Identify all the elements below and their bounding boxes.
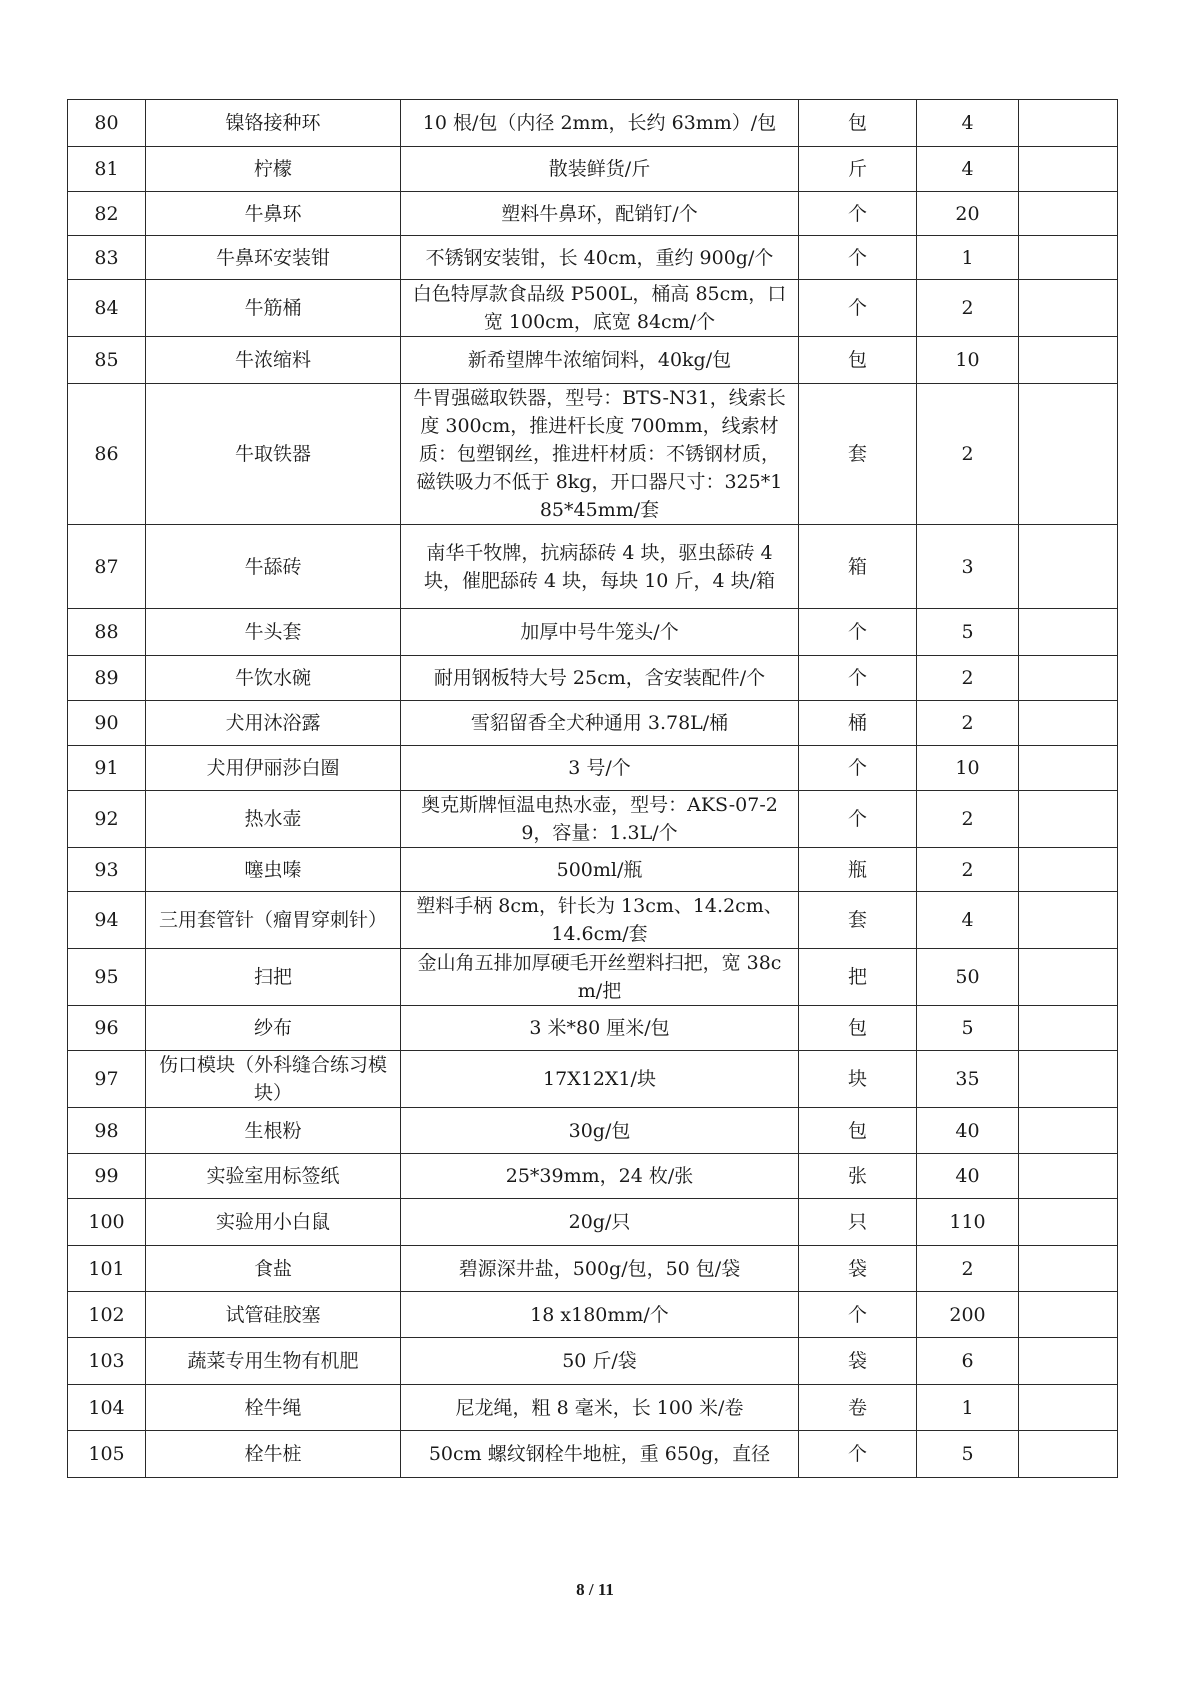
- cell-note: [1019, 1006, 1118, 1051]
- table-row: [68, 384, 1118, 525]
- cell-no: 90: [68, 701, 146, 746]
- cell-spec: 奥克斯牌恒温电热水壶，型号：AKS-07-29，容量：1.3L/个: [401, 791, 799, 848]
- cell-unit: 包: [799, 337, 917, 384]
- cell-note: [1019, 848, 1118, 892]
- cell-note: [1019, 746, 1118, 791]
- cell-spec: 20g/只: [401, 1199, 799, 1246]
- cell-name: 试管硅胶塞: [146, 1292, 401, 1338]
- cell-no: 84: [68, 280, 146, 337]
- cell-no: 103: [68, 1338, 146, 1385]
- cell-unit: 个: [799, 746, 917, 791]
- cell-no: 81: [68, 147, 146, 192]
- table-row: [68, 280, 1118, 337]
- cell-spec: 散装鲜货/斤: [401, 147, 799, 192]
- cell-name: 蔬菜专用生物有机肥: [146, 1338, 401, 1385]
- cell-name: 牛头套: [146, 609, 401, 656]
- cell-spec: 加厚中号牛笼头/个: [401, 609, 799, 656]
- cell-unit: 箱: [799, 525, 917, 609]
- cell-unit: 套: [799, 384, 917, 525]
- cell-name: 扫把: [146, 949, 401, 1006]
- cell-note: [1019, 280, 1118, 337]
- cell-qty: 5: [917, 609, 1019, 656]
- table-row: [68, 746, 1118, 791]
- cell-qty: 10: [917, 746, 1019, 791]
- cell-qty: 50: [917, 949, 1019, 1006]
- cell-no: 82: [68, 192, 146, 236]
- table-row: [68, 1431, 1118, 1478]
- cell-no: 80: [68, 100, 146, 147]
- cell-note: [1019, 1385, 1118, 1431]
- cell-no: 95: [68, 949, 146, 1006]
- cell-name: 噻虫嗪: [146, 848, 401, 892]
- table-row: [68, 192, 1118, 236]
- cell-qty: 4: [917, 892, 1019, 949]
- cell-note: [1019, 236, 1118, 280]
- cell-spec: 尼龙绳，粗 8 毫米，长 100 米/卷: [401, 1385, 799, 1431]
- table-row: [68, 656, 1118, 701]
- cell-note: [1019, 609, 1118, 656]
- table-row: [68, 337, 1118, 384]
- cell-qty: 40: [917, 1154, 1019, 1199]
- cell-spec: 50cm 螺纹钢栓牛地桩，重 650g，直径: [401, 1431, 799, 1478]
- cell-qty: 1: [917, 1385, 1019, 1431]
- cell-qty: 4: [917, 147, 1019, 192]
- cell-unit: 张: [799, 1154, 917, 1199]
- cell-qty: 2: [917, 280, 1019, 337]
- cell-name: 柠檬: [146, 147, 401, 192]
- cell-note: [1019, 192, 1118, 236]
- cell-unit: 个: [799, 1292, 917, 1338]
- table-row: [68, 1385, 1118, 1431]
- table-row: [68, 1338, 1118, 1385]
- table-row: [68, 100, 1118, 147]
- cell-note: [1019, 949, 1118, 1006]
- cell-no: 85: [68, 337, 146, 384]
- cell-no: 86: [68, 384, 146, 525]
- cell-note: [1019, 1051, 1118, 1108]
- cell-no: 102: [68, 1292, 146, 1338]
- cell-note: [1019, 1246, 1118, 1292]
- cell-no: 93: [68, 848, 146, 892]
- cell-unit: 只: [799, 1199, 917, 1246]
- cell-unit: 包: [799, 1108, 917, 1154]
- cell-qty: 3: [917, 525, 1019, 609]
- cell-name: 伤口模块（外科缝合练习模块）: [146, 1051, 401, 1108]
- cell-qty: 6: [917, 1338, 1019, 1385]
- cell-spec: 耐用钢板特大号 25cm，含安装配件/个: [401, 656, 799, 701]
- table-row: [68, 1246, 1118, 1292]
- cell-unit: 个: [799, 656, 917, 701]
- cell-unit: 桶: [799, 701, 917, 746]
- cell-spec: 牛胃强磁取铁器，型号：BTS-N31，线索长度 300cm，推进杆长度 700mm，线索材质：包塑钢丝，推进杆材质：不锈钢材质，磁铁吸力不低于 8kg，开口器尺寸：325*185*45mm/套: [401, 384, 799, 525]
- table-row: [68, 1292, 1118, 1338]
- cell-no: 91: [68, 746, 146, 791]
- cell-unit: 瓶: [799, 848, 917, 892]
- cell-qty: 20: [917, 192, 1019, 236]
- cell-spec: 30g/包: [401, 1108, 799, 1154]
- cell-unit: 包: [799, 1006, 917, 1051]
- cell-qty: 110: [917, 1199, 1019, 1246]
- cell-name: 食盐: [146, 1246, 401, 1292]
- cell-note: [1019, 1292, 1118, 1338]
- cell-name: 热水壶: [146, 791, 401, 848]
- cell-note: [1019, 1338, 1118, 1385]
- cell-no: 100: [68, 1199, 146, 1246]
- table-row: [68, 848, 1118, 892]
- items-table: [67, 99, 1118, 1478]
- cell-qty: 2: [917, 791, 1019, 848]
- cell-unit: 把: [799, 949, 917, 1006]
- cell-unit: 包: [799, 100, 917, 147]
- cell-qty: 5: [917, 1431, 1019, 1478]
- table-row: [68, 1108, 1118, 1154]
- cell-spec: 南华千牧牌，抗病舔砖 4 块，驱虫舔砖 4 块，催肥舔砖 4 块，每块 10 斤，4 块/箱: [401, 525, 799, 609]
- cell-name: 三用套管针（瘤胃穿刺针）: [146, 892, 401, 949]
- cell-no: 88: [68, 609, 146, 656]
- cell-qty: 2: [917, 848, 1019, 892]
- cell-no: 101: [68, 1246, 146, 1292]
- cell-spec: 3 号/个: [401, 746, 799, 791]
- cell-unit: 袋: [799, 1246, 917, 1292]
- cell-spec: 500ml/瓶: [401, 848, 799, 892]
- cell-qty: 2: [917, 1246, 1019, 1292]
- cell-note: [1019, 525, 1118, 609]
- cell-name: 牛鼻环: [146, 192, 401, 236]
- cell-note: [1019, 892, 1118, 949]
- cell-qty: 5: [917, 1006, 1019, 1051]
- cell-unit: 个: [799, 791, 917, 848]
- table-row: [68, 609, 1118, 656]
- cell-name: 实验室用标签纸: [146, 1154, 401, 1199]
- table-row: [68, 147, 1118, 192]
- table-row: [68, 1199, 1118, 1246]
- cell-name: 牛浓缩料: [146, 337, 401, 384]
- cell-spec: 金山角五排加厚硬毛开丝塑料扫把，宽 38cm/把: [401, 949, 799, 1006]
- cell-unit: 块: [799, 1051, 917, 1108]
- cell-unit: 个: [799, 609, 917, 656]
- cell-qty: 40: [917, 1108, 1019, 1154]
- items-table-body: [68, 100, 1118, 1478]
- cell-name: 栓牛桩: [146, 1431, 401, 1478]
- cell-note: [1019, 1199, 1118, 1246]
- page-separator: /: [584, 1580, 598, 1599]
- cell-spec: 雪貂留香全犬种通用 3.78L/桶: [401, 701, 799, 746]
- cell-name: 犬用伊丽莎白圈: [146, 746, 401, 791]
- cell-note: [1019, 100, 1118, 147]
- cell-note: [1019, 656, 1118, 701]
- cell-no: 105: [68, 1431, 146, 1478]
- cell-name: 实验用小白鼠: [146, 1199, 401, 1246]
- cell-no: 94: [68, 892, 146, 949]
- cell-no: 92: [68, 791, 146, 848]
- cell-unit: 个: [799, 280, 917, 337]
- cell-qty: 4: [917, 100, 1019, 147]
- cell-no: 99: [68, 1154, 146, 1199]
- table-row: [68, 236, 1118, 280]
- cell-no: 97: [68, 1051, 146, 1108]
- cell-note: [1019, 147, 1118, 192]
- cell-spec: 白色特厚款食品级 P500L，桶高 85cm，口宽 100cm，底宽 84cm/个: [401, 280, 799, 337]
- cell-note: [1019, 1431, 1118, 1478]
- cell-unit: 个: [799, 1431, 917, 1478]
- cell-spec: 18 x180mm/个: [401, 1292, 799, 1338]
- cell-name: 栓牛绳: [146, 1385, 401, 1431]
- cell-name: 牛筋桶: [146, 280, 401, 337]
- cell-unit: 个: [799, 192, 917, 236]
- cell-no: 83: [68, 236, 146, 280]
- table-row: [68, 1051, 1118, 1108]
- cell-unit: 套: [799, 892, 917, 949]
- cell-spec: 17X12X1/块: [401, 1051, 799, 1108]
- cell-qty: 200: [917, 1292, 1019, 1338]
- cell-name: 犬用沐浴露: [146, 701, 401, 746]
- table-row: [68, 525, 1118, 609]
- cell-note: [1019, 337, 1118, 384]
- cell-qty: 2: [917, 701, 1019, 746]
- cell-no: 98: [68, 1108, 146, 1154]
- page-number: [0, 1580, 1190, 1600]
- cell-note: [1019, 791, 1118, 848]
- cell-unit: 卷: [799, 1385, 917, 1431]
- cell-name: 生根粉: [146, 1108, 401, 1154]
- table-row: [68, 892, 1118, 949]
- cell-qty: 35: [917, 1051, 1019, 1108]
- cell-name: 纱布: [146, 1006, 401, 1051]
- cell-qty: 1: [917, 236, 1019, 280]
- cell-note: [1019, 1108, 1118, 1154]
- cell-spec: 25*39mm，24 枚/张: [401, 1154, 799, 1199]
- page-total: 11: [597, 1580, 614, 1599]
- cell-name: 牛鼻环安装钳: [146, 236, 401, 280]
- cell-qty: 2: [917, 384, 1019, 525]
- table-row: [68, 1154, 1118, 1199]
- cell-name: 牛舔砖: [146, 525, 401, 609]
- cell-unit: 斤: [799, 147, 917, 192]
- cell-name: 牛取铁器: [146, 384, 401, 525]
- cell-note: [1019, 1154, 1118, 1199]
- cell-spec: 50 斤/袋: [401, 1338, 799, 1385]
- cell-spec: 不锈钢安装钳，长 40cm，重约 900g/个: [401, 236, 799, 280]
- cell-spec: 新希望牌牛浓缩饲料，40kg/包: [401, 337, 799, 384]
- table-row: [68, 791, 1118, 848]
- cell-spec: 碧源深井盐，500g/包，50 包/袋: [401, 1246, 799, 1292]
- cell-no: 87: [68, 525, 146, 609]
- cell-unit: 个: [799, 236, 917, 280]
- cell-no: 89: [68, 656, 146, 701]
- cell-no: 96: [68, 1006, 146, 1051]
- page-current: 8: [576, 1580, 585, 1599]
- cell-qty: 2: [917, 656, 1019, 701]
- cell-qty: 10: [917, 337, 1019, 384]
- cell-spec: 塑料手柄 8cm，针长为 13cm、14.2cm、14.6cm/套: [401, 892, 799, 949]
- cell-spec: 塑料牛鼻环，配销钉/个: [401, 192, 799, 236]
- table-row: [68, 1006, 1118, 1051]
- cell-spec: 3 米*80 厘米/包: [401, 1006, 799, 1051]
- cell-note: [1019, 701, 1118, 746]
- table-row: [68, 701, 1118, 746]
- table-row: [68, 949, 1118, 1006]
- cell-no: 104: [68, 1385, 146, 1431]
- cell-unit: 袋: [799, 1338, 917, 1385]
- cell-spec: 10 根/包（内径 2mm，长约 63mm）/包: [401, 100, 799, 147]
- cell-note: [1019, 384, 1118, 525]
- cell-name: 镍铬接种环: [146, 100, 401, 147]
- cell-name: 牛饮水碗: [146, 656, 401, 701]
